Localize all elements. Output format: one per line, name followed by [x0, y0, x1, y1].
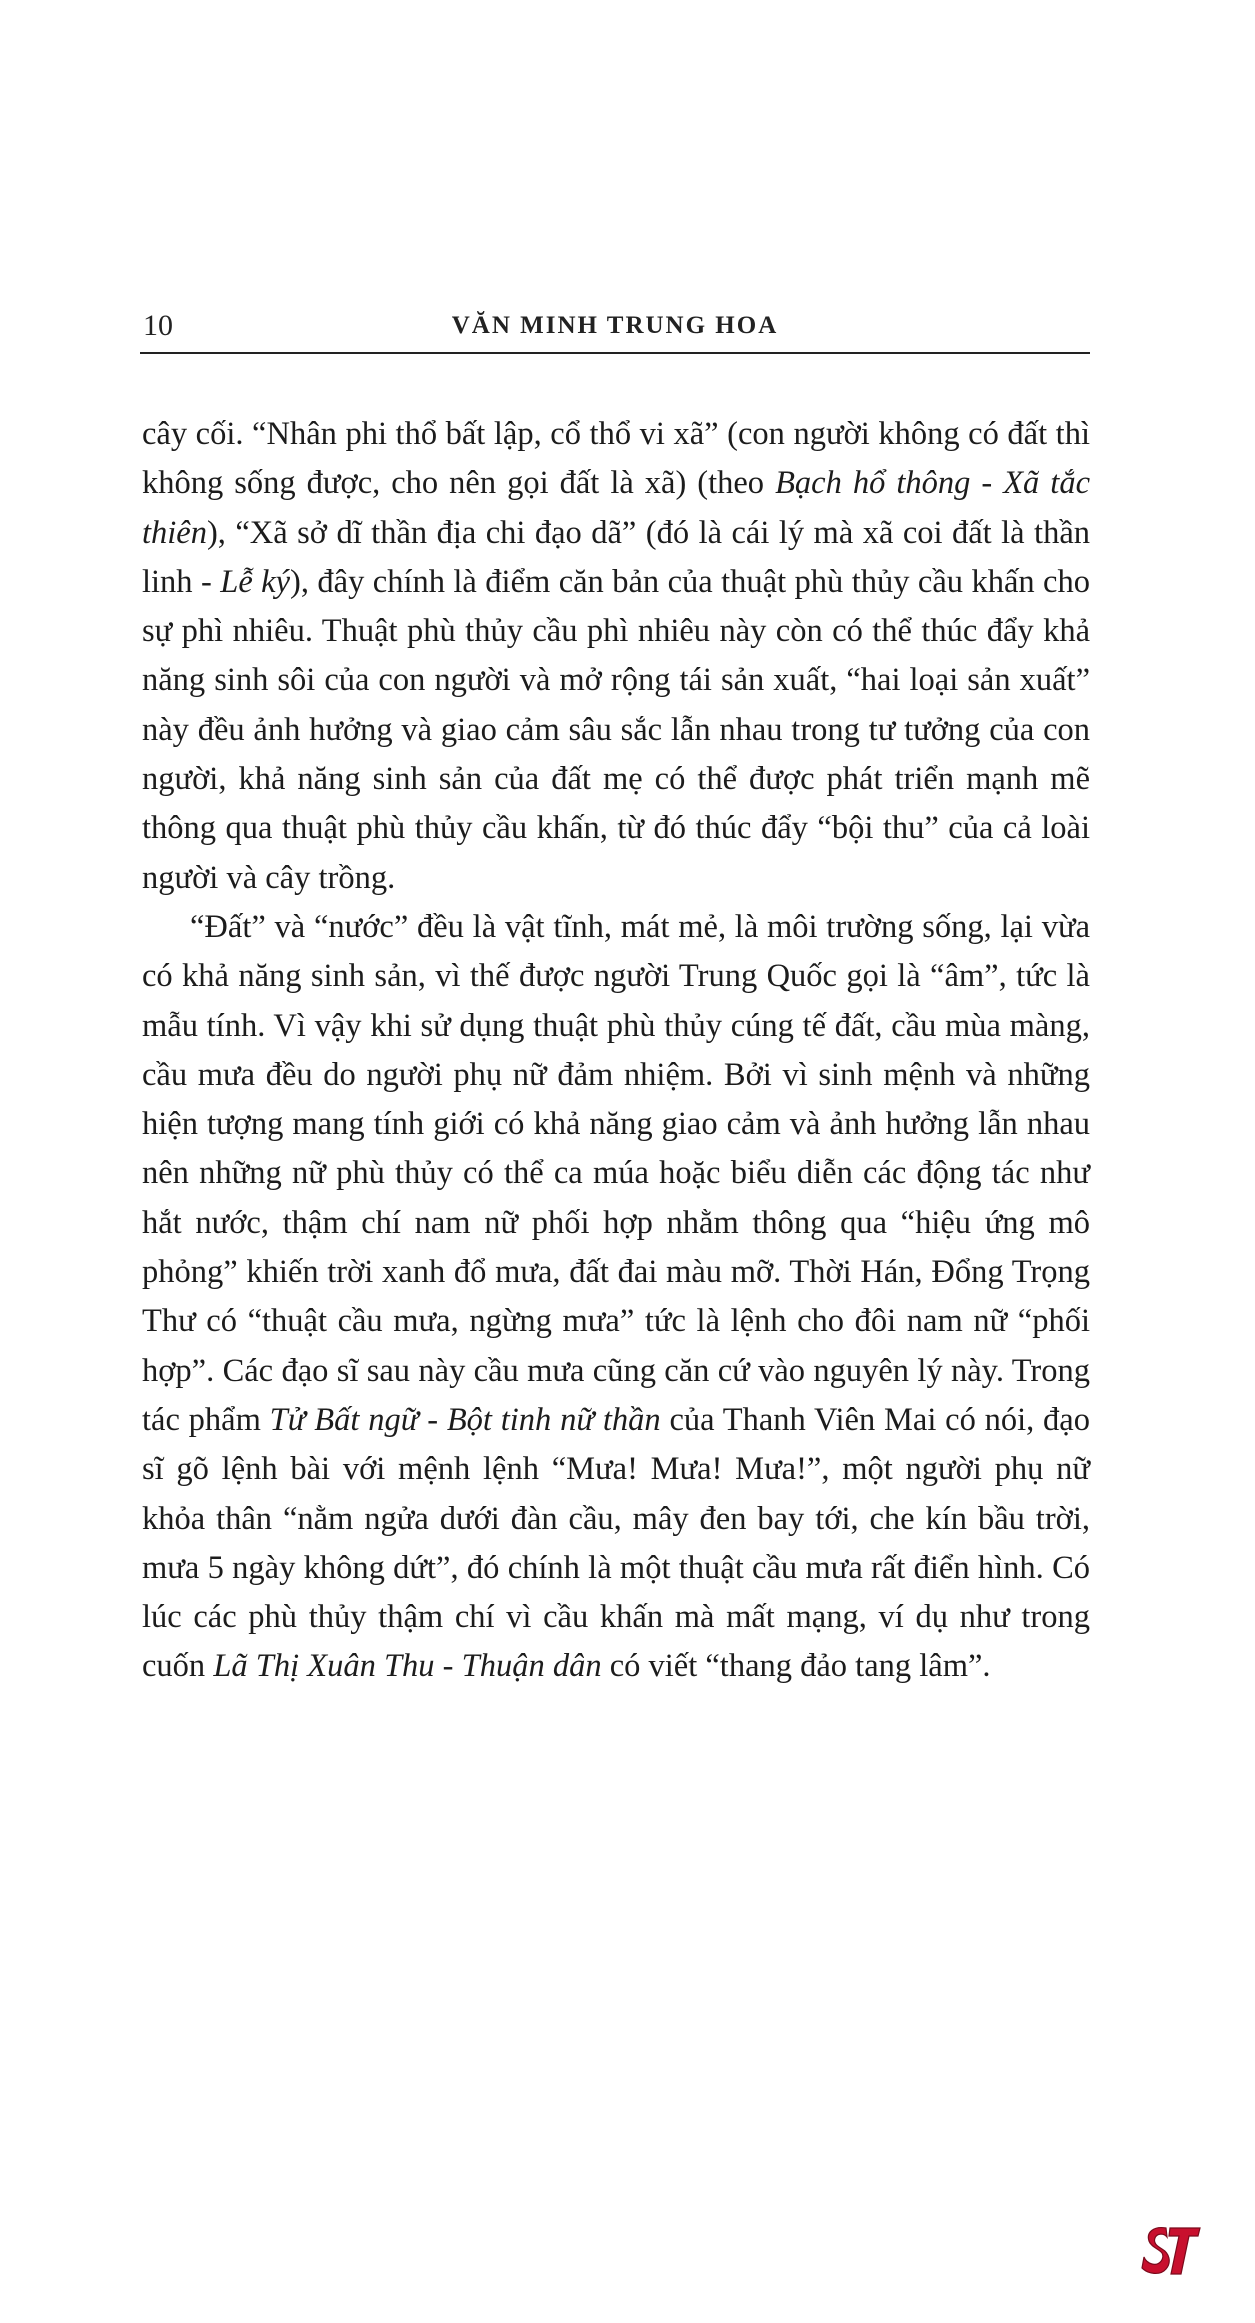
italic-title-le-ky: Lễ ký	[220, 563, 291, 600]
italic-title-la-thi-xuan-thu: Lã Thị Xuân Thu - Thuận dân	[213, 1648, 602, 1685]
text-segment: có viết “thang đảo tang lâm”.	[601, 1648, 991, 1685]
text-segment: “Đất” và “nước” đều là vật tĩnh, mát mẻ, là môi trường sống, lại vừa có khả năng sinh sản, vì thế được người Trung Quốc gọi là “âm”, tức là mẫu tính. Vì vậy khi sử dụng thuật phù thủy cúng tế đất, cầu mùa màng, cầu mưa đều do người phụ nữ đảm nhiệm. Bởi vì sinh mệnh và những hiện tượng mang tính giới có khả năng giao cảm và ảnh hưởng lẫn nhau nên những nữ phù thủy có thể ca múa hoặc biểu diễn các động tác như hắt nước, thậm chí nam nữ phối hợp nhằm thông qua “hiệu ứng mô phỏng” khiến trời xanh đổ mưa, đất đai màu mỡ. Thời Hán, Đổng Trọng Thư có “thuật cầu mưa, ngừng mưa” tức là lệnh cho đôi nam nữ “phối hợp”. Các đạo sĩ sau này cầu mưa cũng căn cứ vào nguyên lý này. Trong tác phẩm	[142, 908, 1090, 1438]
text-segment: cây cối. “Nhân phi thổ bất lập, cổ thổ vi xã” (con người không có đất thì không sống được, cho nên gọi đất là xã) (theo	[142, 416, 1090, 502]
paragraph-1	[142, 410, 1090, 903]
st-publisher-logo-icon	[1140, 2222, 1202, 2280]
running-header	[140, 300, 1090, 354]
book-title: VĂN MINH TRUNG HOA	[451, 312, 779, 339]
page-number: 10	[143, 309, 173, 342]
body-text	[142, 410, 1090, 1692]
text-segment: ), “Xã sở dĩ thần địa chi đạo dã” (đó là cái lý mà xã coi đất là thần linh -	[142, 514, 1090, 600]
text-segment: của Thanh Viên Mai có nói, đạo sĩ gõ lệnh bài với mệnh lệnh “Mưa! Mưa! Mưa!”, một người phụ nữ khỏa thân “nằm ngửa dưới đàn cầu, mây đen bay tới, che kín bầu trời, mưa 5 ngày không dứt”, đó chính là một thuật cầu mưa rất điển hình. Có lúc các phù thủy thậm chí vì cầu khấn mà mất mạng, ví dụ như trong cuốn	[142, 1401, 1090, 1685]
logo-t-shape	[1169, 2228, 1200, 2274]
text-segment: ), đây chính là điểm căn bản của thuật phù thủy cầu khấn cho sự phì nhiêu. Thuật phù thủy cầu phì nhiêu này còn có thể thúc đẩy khả năng sinh sôi của con người và mở rộng tái sản xuất, “hai loại sản xuất” này đều ảnh hưởng và giao cảm sâu sắc lẫn nhau trong tư tưởng của con người, khả năng sinh sản của đất mẹ có thể được phát triển mạnh mẽ thông qua thuật phù thủy cầu khấn, từ đó thúc đẩy “bội thu” của cả loài người và cây trồng.	[142, 563, 1090, 896]
logo-s-shape	[1142, 2228, 1169, 2274]
italic-title-bach-ho-thong: Bạch hổ thông - Xã tắc thiên	[142, 465, 1090, 551]
italic-title-tu-bat-ngu: Tử Bất ngữ - Bột tinh nữ thần	[269, 1401, 661, 1438]
paragraph-2	[142, 903, 1090, 1692]
